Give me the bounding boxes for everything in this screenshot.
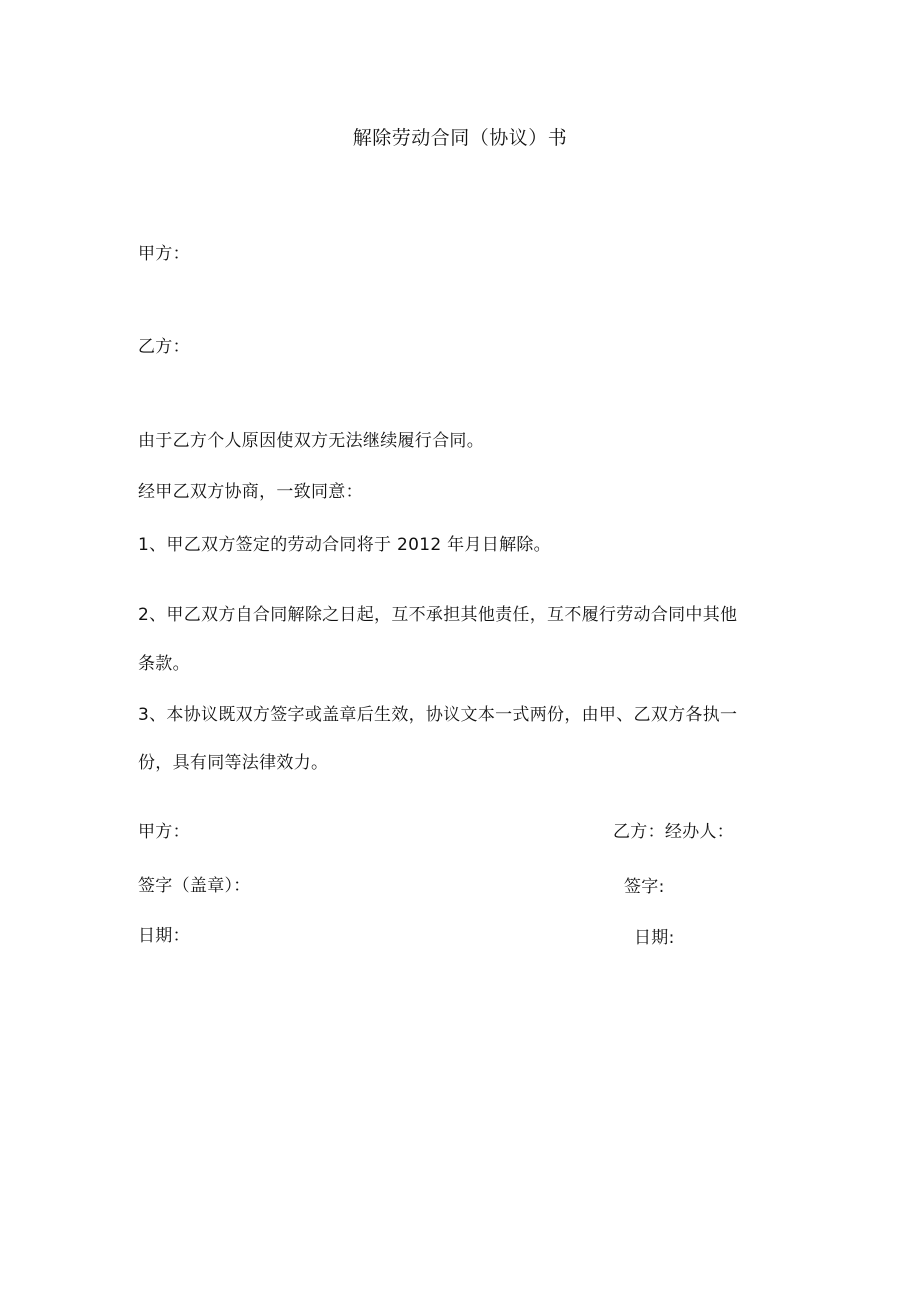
clause-2-line-1: 2、甲乙双方自合同解除之日起，互不承担其他责任，互不履行劳动合同中其他 bbox=[138, 605, 738, 625]
signature-a-sign: 签字（盖章）： bbox=[138, 876, 251, 896]
signature-party-a: 甲方： bbox=[138, 822, 190, 842]
clause-3-line-1: 3、本协议既双方签字或盖章后生效，协议文本一式两份，由甲、乙双方各执一 bbox=[138, 705, 738, 725]
party-b-label: 乙方： bbox=[138, 337, 190, 357]
party-a-label: 甲方： bbox=[138, 244, 190, 264]
signature-a-date: 日期： bbox=[138, 926, 190, 946]
signature-b-date: 日期: bbox=[634, 928, 675, 948]
signature-b-sign: 签字: bbox=[624, 877, 665, 897]
signature-party-b: 乙方：经办人： bbox=[613, 822, 735, 842]
clause-3-line-2: 份，具有同等法律效力。 bbox=[138, 753, 329, 773]
clause-1: 1、甲乙双方签定的劳动合同将于 2012 年月日解除。 bbox=[138, 535, 551, 555]
clause-2-line-2: 条款。 bbox=[138, 654, 190, 674]
document-title: 解除劳动合同（协议）书 bbox=[352, 127, 568, 149]
intro-agree: 经甲乙双方协商，一致同意： bbox=[138, 482, 363, 502]
intro-reason: 由于乙方个人原因使双方无法继续履行合同。 bbox=[138, 431, 484, 451]
